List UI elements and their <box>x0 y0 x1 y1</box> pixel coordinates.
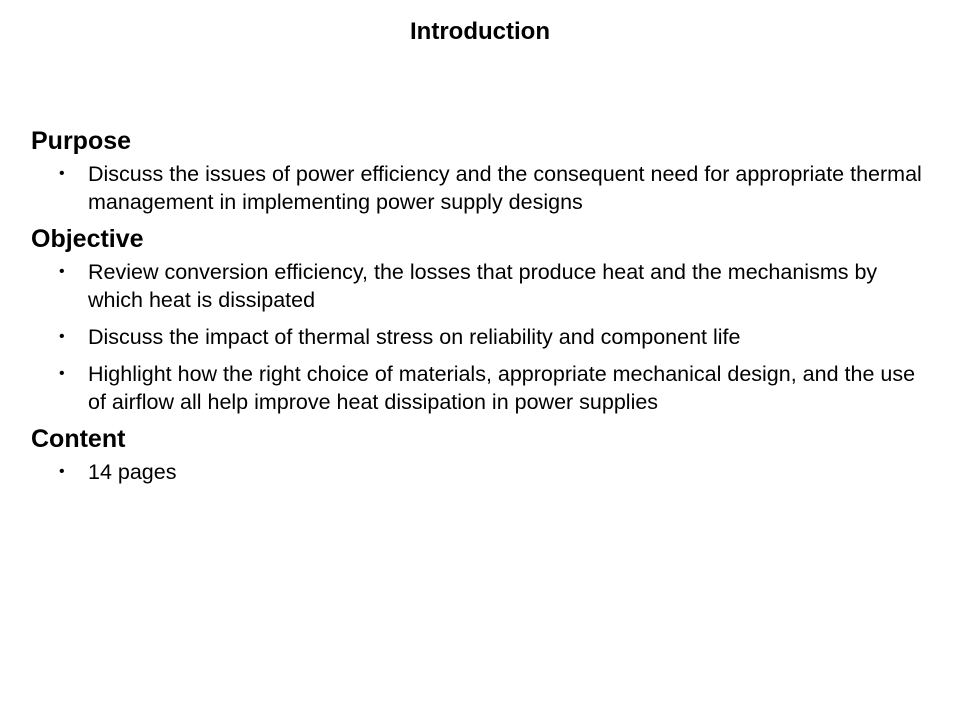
section-heading-objective: Objective <box>31 225 144 253</box>
bullet-item <box>31 258 931 314</box>
bullet-text: Discuss the impact of thermal stress on reliability and component life <box>88 325 741 349</box>
bullet-item <box>31 360 931 416</box>
section-content <box>31 422 931 486</box>
bullet-icon: • <box>59 328 65 345</box>
bullet-icon: • <box>59 365 65 382</box>
slide-content <box>31 124 931 492</box>
bullet-text: 14 pages <box>88 460 177 484</box>
section-heading-content: Content <box>31 425 126 453</box>
bullet-icon: • <box>59 263 65 280</box>
bullet-text: Review conversion efficiency, the losses that produce heat and the mechanisms by which heat is dissipated <box>88 260 878 312</box>
bullet-item <box>31 323 931 351</box>
bullet-item <box>31 160 931 216</box>
section-heading-purpose: Purpose <box>31 127 132 155</box>
bullet-text: Highlight how the right choice of materials, appropriate mechanical design, and the use of airflow all help improve heat dissipation in power supplies <box>88 362 916 414</box>
bullet-list-content <box>31 458 931 486</box>
section-purpose <box>31 124 931 216</box>
bullet-icon: • <box>59 165 65 182</box>
bullet-list-objective <box>31 258 931 416</box>
slide-title: Introduction <box>410 18 550 45</box>
bullet-icon: • <box>59 463 65 480</box>
bullet-item <box>31 458 931 486</box>
bullet-text: Discuss the issues of power efficiency and the consequent need for appropriate thermal management in implementing power supply designs <box>88 162 922 214</box>
section-objective <box>31 222 931 416</box>
bullet-list-purpose <box>31 160 931 216</box>
